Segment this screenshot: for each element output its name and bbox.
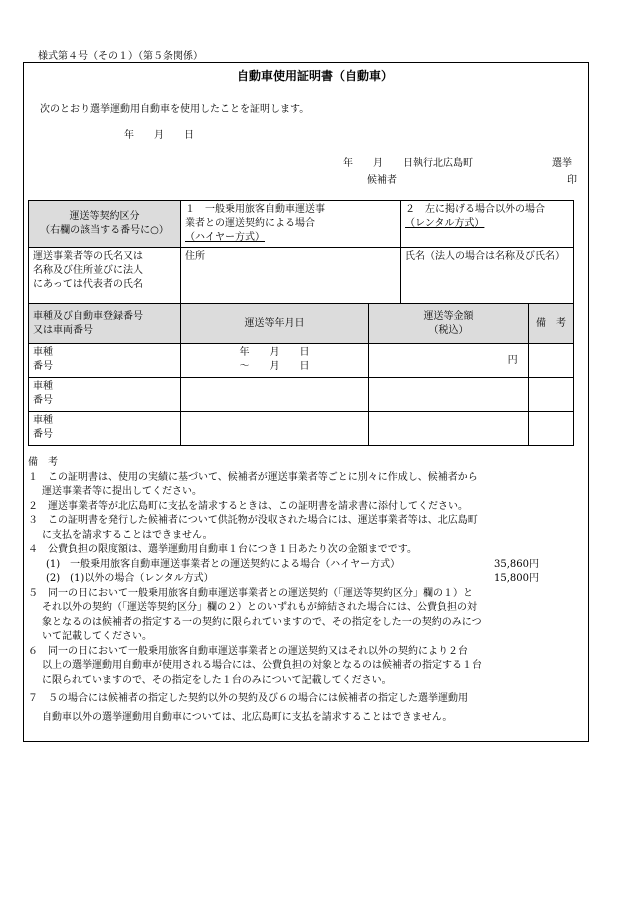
- note-6: ６ 同一の日において一般乗用旅客自動車運送事業者との運送契約又はそれ以外の契約により２台: [28, 645, 468, 657]
- note-1: １ この証明書は、使用の実績に基づいて、候補者が運送事業者等ごとに別々に作成し、候補者から: [28, 471, 478, 483]
- note-4-item-2: (2) (1)以外の場合（レンタル方式） 15,800円: [46, 573, 539, 584]
- note-3: ３ この証明書を発行した候補者について供託物が没収された場合には、運送事業者等は、北広島町: [28, 515, 478, 526]
- table-row: [29, 378, 574, 412]
- certificate-table: [28, 200, 574, 446]
- vehicle-cell[interactable]: 車種 番号: [29, 412, 181, 446]
- date-cell[interactable]: [181, 412, 369, 446]
- note-4: ４ 公費負担の限度額は、選挙運動用自動車１台につき１日あたり次の金額までです。: [28, 544, 417, 555]
- date-column-header: 運送等年月日: [181, 304, 369, 344]
- vehicle-cell[interactable]: 車種 番号: [29, 344, 181, 378]
- table-row: [29, 412, 574, 446]
- note-7: ７ ５の場合には候補者の指定した契約以外の契約及び６の場合には候補者の指定した選挙運動用: [28, 693, 468, 704]
- amount-cell[interactable]: 円: [369, 344, 529, 378]
- contract-option-rental[interactable]: ２ 左に掲げる場合以外の場合 （レンタル方式）: [401, 201, 574, 248]
- remarks-column-header: 備 考: [529, 304, 574, 344]
- date-cell[interactable]: [181, 378, 369, 412]
- remarks-cell[interactable]: [529, 344, 574, 378]
- contract-type-label: 運送等契約区分 （右欄の該当する番号に○）: [29, 201, 181, 248]
- amount-column-header: 運送等金額 （税込）: [369, 304, 529, 344]
- note-5: ５ 同一の日において一般乗用旅客自動車運送事業者との運送契約（「運送等契約区分」欄の１）と: [28, 587, 473, 599]
- page-title: 自動車使用証明書（自動車）: [236, 69, 393, 83]
- form-number: 様式第４号（その１）（第５条関係）: [38, 51, 203, 62]
- note-2: ２ 運送事業者等が北広島町に支払を請求するときは、この証明書を請求書に添付してください。: [28, 500, 468, 512]
- vehicle-column-header: 車種及び自動車登録番号 又は車両番号: [29, 304, 181, 344]
- election-suffix: 選挙: [552, 158, 572, 169]
- notes-heading: 備 考: [28, 457, 58, 468]
- table-row: [29, 344, 574, 378]
- operator-name-field[interactable]: 氏名（法人の場合は名称及び氏名）: [401, 248, 574, 304]
- operator-label: 運送事業者等の氏名又は 名称及び住所並びに法人 にあっては代表者の氏名: [29, 248, 181, 304]
- vehicle-cell[interactable]: 車種 番号: [29, 378, 181, 412]
- remarks-cell[interactable]: [529, 412, 574, 446]
- note-4-item-1: (1) 一般乗用旅客自動車運送事業者との運送契約による場合（ハイヤー方式） 35,860円: [46, 558, 539, 570]
- election-line: 年 月 日執行北広島町: [343, 158, 473, 169]
- amount-cell[interactable]: [369, 412, 529, 446]
- candidate-label: 候補者: [367, 175, 397, 186]
- date-cell[interactable]: 年 月 日 ～ 月 日: [181, 344, 369, 378]
- remarks-cell[interactable]: [529, 378, 574, 412]
- amount-cell[interactable]: [369, 378, 529, 412]
- issue-date: 年 月 日: [124, 130, 194, 141]
- intro-text: 次のとおり選挙運動用自動車を使用したことを証明します。: [40, 104, 310, 115]
- contract-option-hire[interactable]: １ 一般乗用旅客自動車運送事 業者との運送契約による場合 （ハイヤー方式）: [181, 201, 401, 248]
- operator-address-field[interactable]: 住所: [181, 248, 401, 304]
- notes-section: 備 考 １ この証明書は、使用の実績に基づいて、候補者が運送事業者等ごとに別々に作成し、候補者から 運送事業者等に提出してください。 ２ 運送事業者等が北広島町に支払を請求するときは、この証明書を請求書に添付してください。 ３ この証明書を発行した候補者について供託物が没収された場合には、運送事業者等は、北広島町 に支払を請求することはできません。 ４ 公費負担の限度額は、選挙運動用自動車１台につき１日あたり次の金額までです。 (1) 一般乗用旅客自動車運送事業者との運送契約による場合（ハイヤー方式） 35,860円 (2) (1)以外の場合（レンタル方式） 15,800円 ５ 同一の日において一般乗用旅客自動車運送事業者との運送契約（「運送等契約区分」欄の１）と それ以外の契約（「運送等契約区分」欄の２）とのいずれもが締結された場合には、公費負担の対 象となるのは候補者の指定する一の契約に限られていますので、その指定をした一の契約のみにつ いて記載してください。 ６ 同一の日において一般乗用旅客自動車運送事業者との運送契約又はそれ以外の契約により２台 以上の選挙運動用自動車が使用される場合には、公費負担の対象となるのは候補者の指定する１台 に限られていますので、その指定をした１台のみについて記載してください。 ７ ５の場合には候補者の指定した契約以外の契約及び６の場合には候補者の指定した選挙運動用 自動車以外の選挙運動用自動車については、北広島町に支払を請求することはできません。: [28, 456, 583, 725]
- seal-mark: 印: [567, 175, 577, 186]
